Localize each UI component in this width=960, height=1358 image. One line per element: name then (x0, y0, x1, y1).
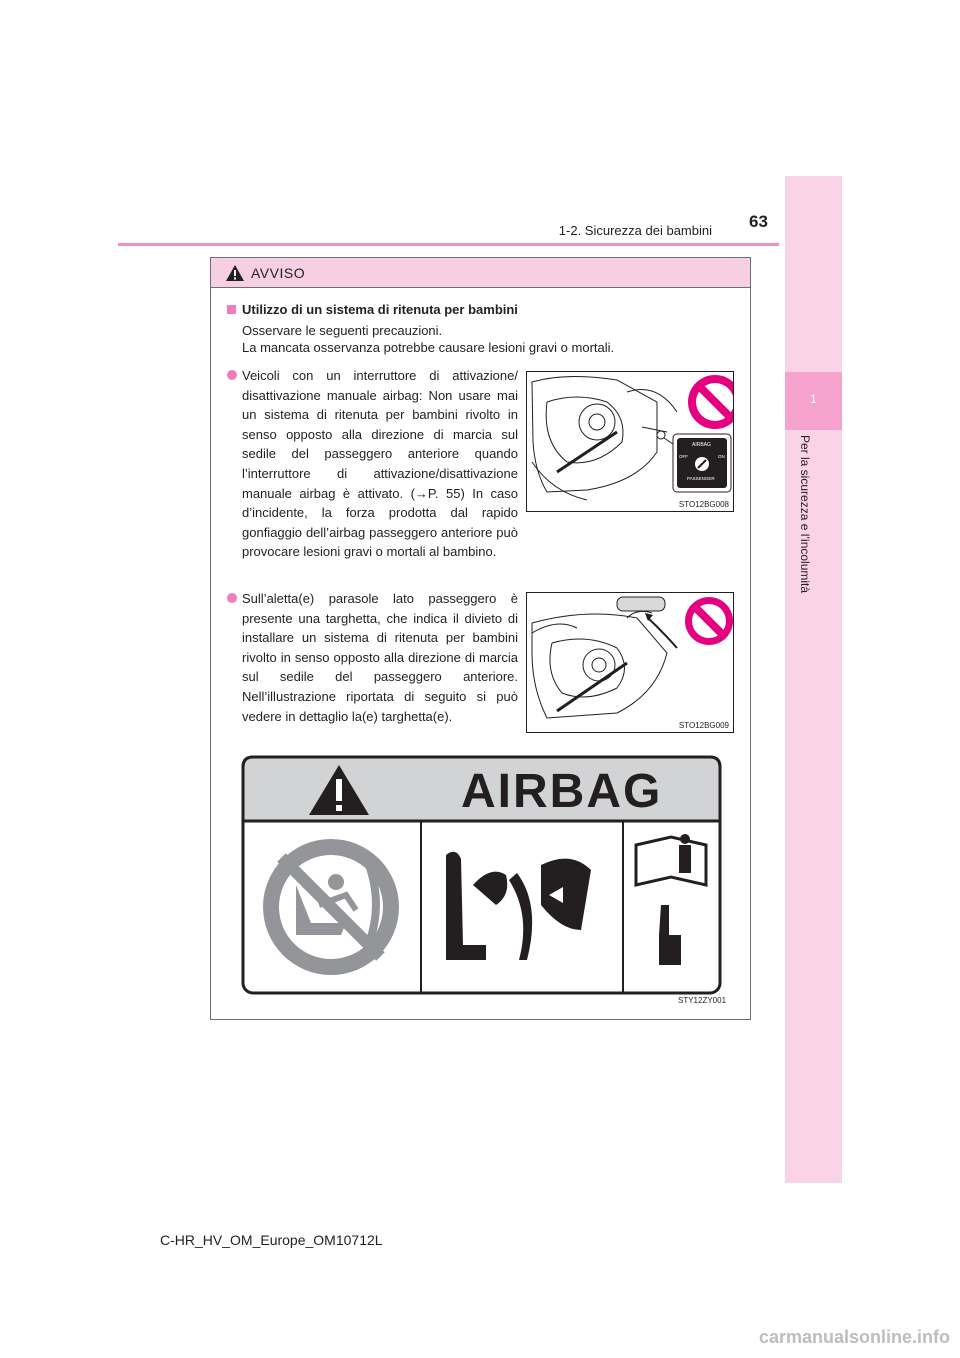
car-sunvisor-illustration (527, 593, 733, 732)
bullet-item-1 (227, 366, 518, 562)
switch-title-text: AIRBAG (692, 442, 711, 448)
illustration-code: STO12BG008 (678, 500, 729, 509)
square-bullet-icon (227, 305, 236, 314)
footer-doc-id: C-HR_HV_OM_Europe_OM10712L (160, 1232, 383, 1248)
illustration-code: STO12BG009 (678, 721, 729, 730)
watermark: carmanualsonline.info (758, 1327, 950, 1347)
bullet-2-text: Sull’aletta(e) parasole lato passeggero è presente una targhetta, che indica il divieto di installare un sistema di ritenuta per bambini rivolto in senso opposto alla direzione di marcia sul sedile del passeggero anteriore. Nell’illustrazione riportata di seguito si può vedere in dettaglio la(e) targhetta(e). (242, 591, 518, 724)
switch-off-text: OFF (679, 454, 688, 459)
airbag-warning-label (241, 755, 722, 995)
switch-passenger-text: PASSENGER (687, 476, 715, 481)
illustration-sunvisor (526, 592, 734, 733)
warning-header (211, 258, 750, 288)
bullet-dot-icon (227, 370, 237, 380)
illustration-switch (526, 371, 734, 512)
block-heading-text: Utilizzo di un sistema di ritenuta per bambini (242, 302, 518, 317)
intro-text (242, 322, 614, 356)
warning-triangle-icon (225, 264, 245, 282)
page-number: 63 (749, 212, 768, 231)
prohibition-icon (688, 375, 733, 429)
intro-line-1: Osservare le seguenti precauzioni. (242, 323, 443, 338)
bullet-1-text: Veicoli con un interruttore di attivazione/ disattivazione manuale airbag: Non usare mai un sistema di ritenuta per bambini rivolto in senso opposto alla direzione di marcia sul sedile del passeggero anteriore quando l’interruttore di attivazione/disattivazione manuale airbag è attivato. (→P. 55) In caso d’incidente, la forza prodotta dal rapido gonfiaggio dell’airbag passeggero anteriore può provocare lesioni gravi o mortali al bambino. (242, 368, 518, 560)
intro-line-2: La mancata osservanza potrebbe causare lesioni gravi o mortali. (242, 340, 615, 355)
label-code: STY12ZY001 (678, 996, 727, 1005)
no-child-seat-icon (263, 839, 399, 975)
chapter-number: 1 (810, 392, 817, 406)
bullet-dot-icon (227, 593, 237, 603)
prohibition-icon (685, 597, 733, 645)
side-tab (785, 176, 842, 1183)
car-interior-illustration (527, 372, 733, 511)
header-rule (118, 243, 779, 246)
section-title: 1-2. Sicurezza dei bambini (558, 223, 712, 238)
warning-box (210, 257, 751, 1020)
block-heading (227, 302, 518, 317)
switch-on-text: ON (718, 454, 725, 459)
label-word: AIRBAG (461, 765, 663, 818)
bullet-item-2 (227, 589, 518, 726)
chapter-title: Per la sicurezza e l’incolumità (798, 435, 812, 594)
warning-title: AVVISO (251, 264, 306, 281)
